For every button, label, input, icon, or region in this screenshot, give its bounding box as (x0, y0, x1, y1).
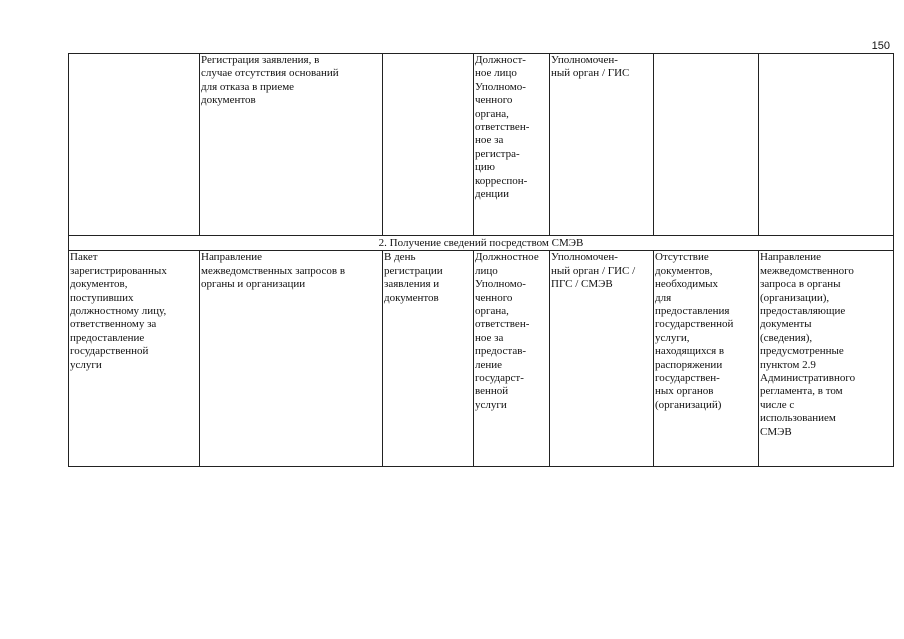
table-row (69, 54, 894, 236)
cell-result: Направление межведомственного запроса в органы (организации), предоставляющие документы (сведения), предусмотренные пунктом 2.9 Административного регламента, в том числе с использованием СМЭВ (759, 251, 894, 467)
cell-place: Уполномочен- ный орган / ГИС / ПГС / СМЭВ (550, 251, 654, 467)
cell-result (759, 54, 894, 236)
page-number: 150 (871, 40, 890, 52)
cell-responsible: Должност- ное лицо Уполномо- ченного органа, ответствен- ное за регистра- цию корреспон- денции (474, 54, 550, 236)
section-header: 2. Получение сведений посредством СМЭВ (69, 236, 894, 251)
section-header-row (69, 236, 894, 251)
cell-basis: Пакет зарегистрированных документов, поступивших должностному лицу, ответственному за предоставление государственной услуги (69, 251, 200, 467)
cell-criteria: Отсутствие документов, необходимых для предоставления государственной услуги, находящихся в распоряжении государствен- ных органов (организаций) (654, 251, 759, 467)
cell-criteria (654, 54, 759, 236)
table-row (69, 251, 894, 467)
cell-deadline: В день регистрации заявления и документов (383, 251, 474, 467)
cell-basis (69, 54, 200, 236)
cell-place: Уполномочен- ный орган / ГИС (550, 54, 654, 236)
cell-action: Направление межведомственных запросов в органы и организации (200, 251, 383, 467)
cell-deadline (383, 54, 474, 236)
cell-action: Регистрация заявления, в случае отсутствия оснований для отказа в приеме документов (200, 54, 383, 236)
procedure-table (68, 53, 894, 467)
cell-responsible: Должностное лицо Уполномо- ченного органа, ответствен- ное за предостав- ление государст- венной услуги (474, 251, 550, 467)
